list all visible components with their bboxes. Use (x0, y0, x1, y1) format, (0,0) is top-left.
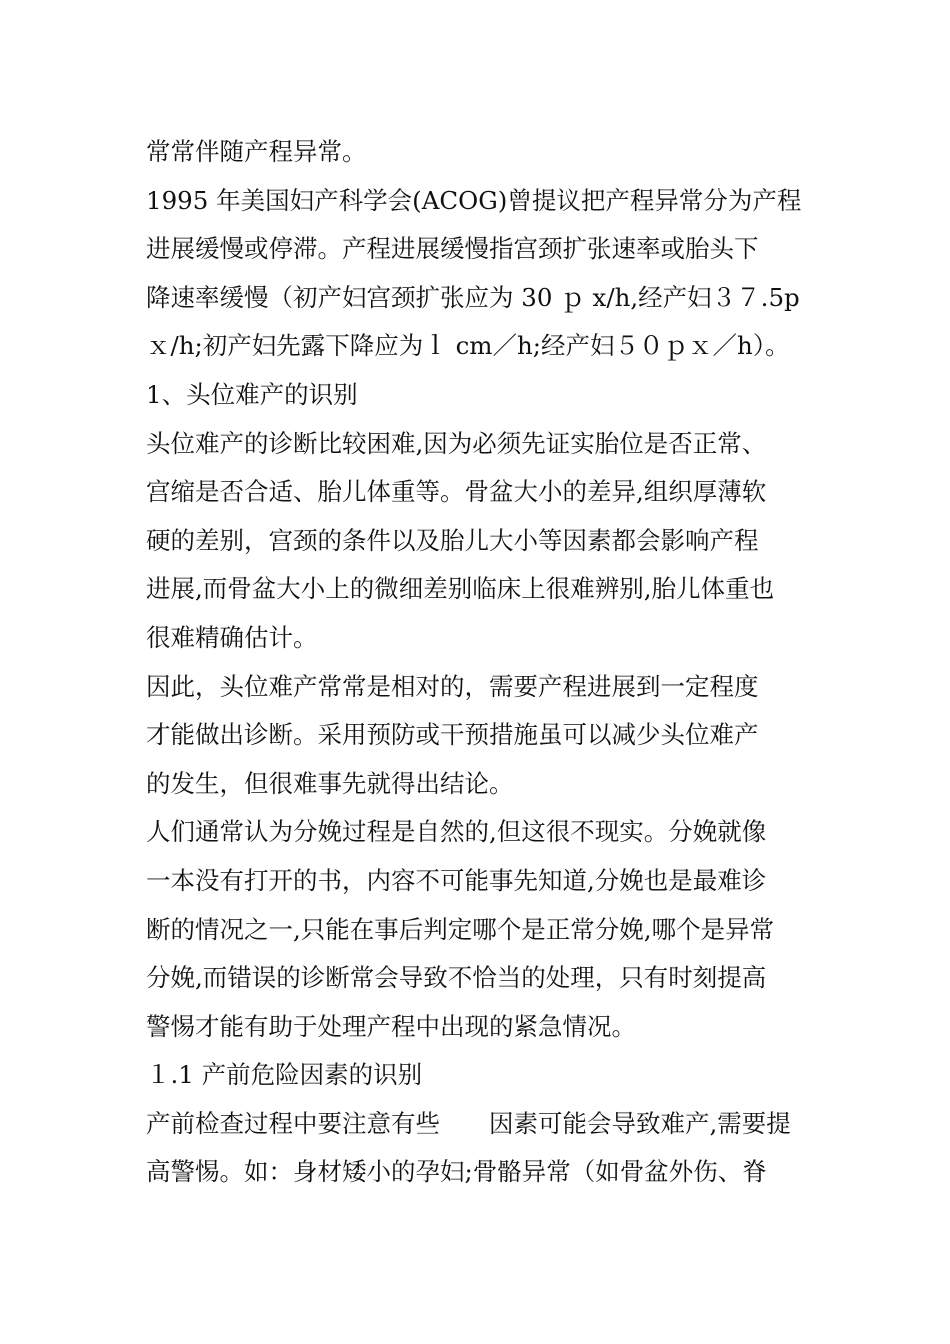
subsection-heading: １.1 产前危险因素的识别 (146, 1060, 423, 1090)
text-line: 进展缓慢或停滞。产程进展缓慢指宫颈扩张速率或胎头下 (146, 234, 759, 264)
text-line: 断的情况之一,只能在事后判定哪个是正常分娩,哪个是异常 (146, 914, 775, 944)
text-line: 高警惕。如：身材矮小的孕妇;骨骼异常（如骨盆外伤、脊 (146, 1157, 767, 1187)
text-line: 一本没有打开的书，内容不可能事先知道,分娩也是最难诊 (146, 865, 767, 895)
text-line: 1995 年美国妇产科学会(ACOG)曾提议把产程异常分为产程 (146, 185, 802, 215)
text-line: 头位难产的诊断比较困难,因为必须先证实胎位是否正常、 (146, 428, 767, 458)
text-line: 的发生，但很难事先就得出结论。 (146, 768, 514, 798)
text-line: ｘ/h;初产妇先露下降应为ｌ cm／h;经产妇５０ｐｘ／h）。 (146, 331, 790, 361)
text-line: 进展,而骨盆大小上的微细差别临床上很难辨别,胎儿体重也 (146, 574, 775, 604)
text-line: 人们通常认为分娩过程是自然的,但这很不现实。分娩就像 (146, 817, 767, 847)
text-line: 常常伴随产程异常。 (146, 137, 367, 166)
document-body (146, 128, 816, 1197)
text-line: 硬的差别，宫颈的条件以及胎儿大小等因素都会影响产程 (146, 525, 759, 555)
text-line: 宫缩是否合适、胎儿体重等。骨盆大小的差异,组织厚薄软 (146, 477, 767, 507)
text-line: 很难精确估计。 (146, 622, 318, 652)
text-line: 产前检查过程中要注意有些 因素可能会导致难产,需要提 (146, 1108, 791, 1138)
text-line: 才能做出诊断。采用预防或干预措施虽可以减少头位难产 (146, 720, 759, 750)
section-heading: 1、头位难产的识别 (146, 379, 358, 409)
text-line: 分娩,而错误的诊断常会导致不恰当的处理，只有时刻提高 (146, 963, 767, 993)
text-line: 因此，头位难产常常是相对的，需要产程进展到一定程度 (146, 671, 759, 701)
text-line: 警惕才能有助于处理产程中出现的紧急情况。 (146, 1011, 636, 1041)
text-line: 降速率缓慢（初产妇宫颈扩张应为 30 ｐ x/h,经产妇３７.5p (146, 282, 800, 312)
